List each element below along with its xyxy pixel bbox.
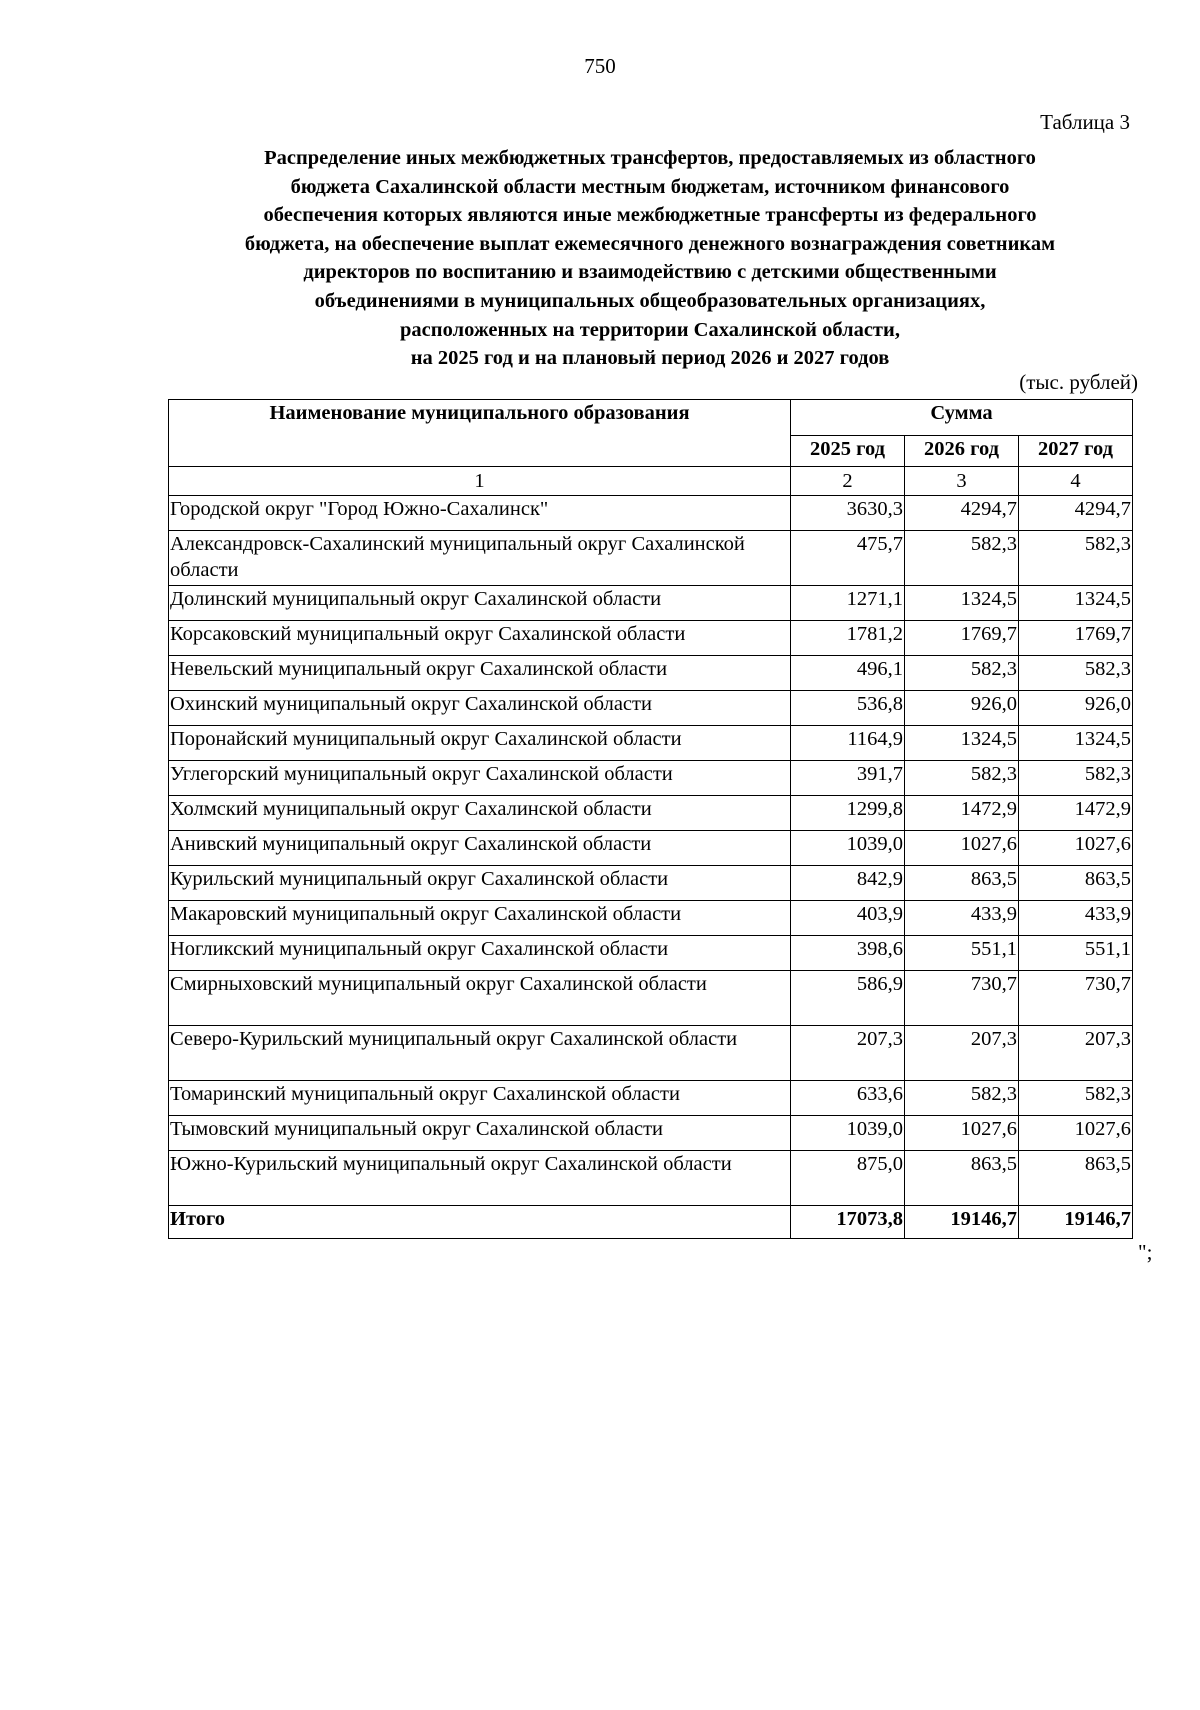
- value-2027: 1027,6: [1019, 831, 1133, 866]
- value-2026: 863,5: [905, 866, 1019, 901]
- value-2025: 1781,2: [791, 621, 905, 656]
- header-year-2026: 2026 год: [905, 435, 1019, 466]
- value-2027: 207,3: [1019, 1026, 1133, 1081]
- page-number: 750: [584, 54, 616, 78]
- municipality-name: Макаровский муниципальный округ Сахалинской области: [169, 901, 791, 936]
- table-row: [169, 866, 1133, 901]
- municipality-name: Поронайский муниципальный округ Сахалинской области: [169, 726, 791, 761]
- header-year-2025: 2025 год: [791, 435, 905, 466]
- table-body: [169, 496, 1133, 1206]
- value-2027: 1324,5: [1019, 726, 1133, 761]
- value-2026: 433,9: [905, 901, 1019, 936]
- total-label: Итого: [169, 1206, 791, 1239]
- value-2025: 207,3: [791, 1026, 905, 1081]
- table-row: [169, 1116, 1133, 1151]
- value-2027: 582,3: [1019, 531, 1133, 586]
- value-2025: 496,1: [791, 656, 905, 691]
- value-2027: 863,5: [1019, 1151, 1133, 1206]
- municipality-name: Южно-Курильский муниципальный округ Сахалинской области: [169, 1151, 791, 1206]
- title-line: объединениями в муниципальных общеобразовательных организациях,: [314, 289, 986, 312]
- value-2027: 863,5: [1019, 866, 1133, 901]
- value-2026: 582,3: [905, 1081, 1019, 1116]
- value-2025: 475,7: [791, 531, 905, 586]
- table-row: [169, 831, 1133, 866]
- value-2026: 582,3: [905, 761, 1019, 796]
- municipality-name: Углегорский муниципальный округ Сахалинской области: [169, 761, 791, 796]
- table-row: [169, 691, 1133, 726]
- header-year-2027: 2027 год: [1019, 435, 1133, 466]
- value-2027: 433,9: [1019, 901, 1133, 936]
- municipality-name: Смирныховский муниципальный округ Сахалинской области: [169, 971, 791, 1026]
- value-2026: 551,1: [905, 936, 1019, 971]
- value-2025: 403,9: [791, 901, 905, 936]
- total-2025: 17073,8: [791, 1206, 905, 1239]
- table-row: [169, 531, 1133, 586]
- column-number: 2: [791, 467, 905, 496]
- value-2027: 730,7: [1019, 971, 1133, 1026]
- value-2026: 1769,7: [905, 621, 1019, 656]
- value-2027: 1027,6: [1019, 1116, 1133, 1151]
- table-row: [169, 586, 1133, 621]
- value-2025: 1299,8: [791, 796, 905, 831]
- value-2026: 1324,5: [905, 586, 1019, 621]
- value-2027: 1324,5: [1019, 586, 1133, 621]
- table-row: [169, 1151, 1133, 1206]
- total-2027: 19146,7: [1019, 1206, 1133, 1239]
- municipality-name: Курильский муниципальный округ Сахалинской области: [169, 866, 791, 901]
- column-number: 4: [1019, 467, 1133, 496]
- municipality-name: Городской округ "Город Южно-Сахалинск": [169, 496, 791, 531]
- value-2025: 1271,1: [791, 586, 905, 621]
- municipality-name: Анивский муниципальный округ Сахалинской области: [169, 831, 791, 866]
- value-2026: 582,3: [905, 531, 1019, 586]
- table-row: [169, 496, 1133, 531]
- municipality-name: Холмский муниципальный округ Сахалинской области: [169, 796, 791, 831]
- value-2027: 582,3: [1019, 656, 1133, 691]
- value-2026: 1027,6: [905, 831, 1019, 866]
- value-2025: 1164,9: [791, 726, 905, 761]
- table-row: [169, 761, 1133, 796]
- total-2026: 19146,7: [905, 1206, 1019, 1239]
- value-2027: 4294,7: [1019, 496, 1133, 531]
- table-row: [169, 971, 1133, 1026]
- value-2025: 1039,0: [791, 1116, 905, 1151]
- title-line: обеспечения которых являются иные межбюджетные трансферты из федерального: [263, 204, 1037, 227]
- value-2025: 536,8: [791, 691, 905, 726]
- value-2025: 633,6: [791, 1081, 905, 1116]
- municipality-name: Корсаковский муниципальный округ Сахалинской области: [169, 621, 791, 656]
- table-row: [169, 901, 1133, 936]
- value-2025: 391,7: [791, 761, 905, 796]
- value-2027: 551,1: [1019, 936, 1133, 971]
- value-2026: 926,0: [905, 691, 1019, 726]
- table-row: [169, 621, 1133, 656]
- closing-mark: ";: [1138, 1240, 1153, 1264]
- header-sum: Сумма: [791, 400, 1133, 436]
- budget-table: [168, 399, 1133, 1239]
- municipality-name: Томаринский муниципальный округ Сахалинской области: [169, 1081, 791, 1116]
- value-2025: 398,6: [791, 936, 905, 971]
- municipality-name: Ногликский муниципальный округ Сахалинской области: [169, 936, 791, 971]
- value-2025: 842,9: [791, 866, 905, 901]
- value-2026: 863,5: [905, 1151, 1019, 1206]
- municipality-name: Северо-Курильский муниципальный округ Сахалинской области: [169, 1026, 791, 1081]
- table-row: [169, 726, 1133, 761]
- municipality-name: Долинский муниципальный округ Сахалинской области: [169, 586, 791, 621]
- value-2026: 1324,5: [905, 726, 1019, 761]
- table-row: [169, 1081, 1133, 1116]
- title-line: бюджета Сахалинской области местным бюджетам, источником финансового: [290, 175, 1010, 198]
- value-2026: 1027,6: [905, 1116, 1019, 1151]
- value-2027: 1769,7: [1019, 621, 1133, 656]
- table-row: [169, 936, 1133, 971]
- value-2027: 1472,9: [1019, 796, 1133, 831]
- title-line: бюджета, на обеспечение выплат ежемесячного денежного вознаграждения советникам: [244, 232, 1056, 255]
- column-number: 1: [169, 467, 791, 496]
- value-2026: 207,3: [905, 1026, 1019, 1081]
- value-2027: 582,3: [1019, 761, 1133, 796]
- title-line: директоров по воспитанию и взаимодействию с детскими общественными: [303, 261, 997, 284]
- column-number: 3: [905, 467, 1019, 496]
- value-2025: 1039,0: [791, 831, 905, 866]
- municipality-name: Александровск-Сахалинский муниципальный округ Сахалинской области: [169, 531, 791, 586]
- value-2026: 1472,9: [905, 796, 1019, 831]
- table-title: [160, 144, 1140, 373]
- title-line: на 2025 год и на плановый период 2026 и 2027 годов: [410, 347, 890, 370]
- value-2026: 582,3: [905, 656, 1019, 691]
- municipality-name: Охинский муниципальный округ Сахалинской области: [169, 691, 791, 726]
- table-row: [169, 1026, 1133, 1081]
- value-2027: 582,3: [1019, 1081, 1133, 1116]
- municipality-name: Тымовский муниципальный округ Сахалинской области: [169, 1116, 791, 1151]
- title-line: Распределение иных межбюджетных трансфертов, предоставляемых из областного: [264, 147, 1036, 169]
- units-label: (тыс. рублей): [1019, 370, 1138, 394]
- value-2026: 4294,7: [905, 496, 1019, 531]
- value-2025: 875,0: [791, 1151, 905, 1206]
- municipality-name: Невельский муниципальный округ Сахалинской области: [169, 656, 791, 691]
- value-2025: 3630,3: [791, 496, 905, 531]
- table-row: [169, 796, 1133, 831]
- table-row: [169, 656, 1133, 691]
- total-row: [169, 1206, 1133, 1239]
- title-line: расположенных на территории Сахалинской области,: [400, 318, 900, 341]
- value-2027: 926,0: [1019, 691, 1133, 726]
- table-label: Таблица 3: [1040, 110, 1130, 134]
- header-name: Наименование муниципального образования: [169, 400, 791, 467]
- value-2025: 586,9: [791, 971, 905, 1026]
- value-2026: 730,7: [905, 971, 1019, 1026]
